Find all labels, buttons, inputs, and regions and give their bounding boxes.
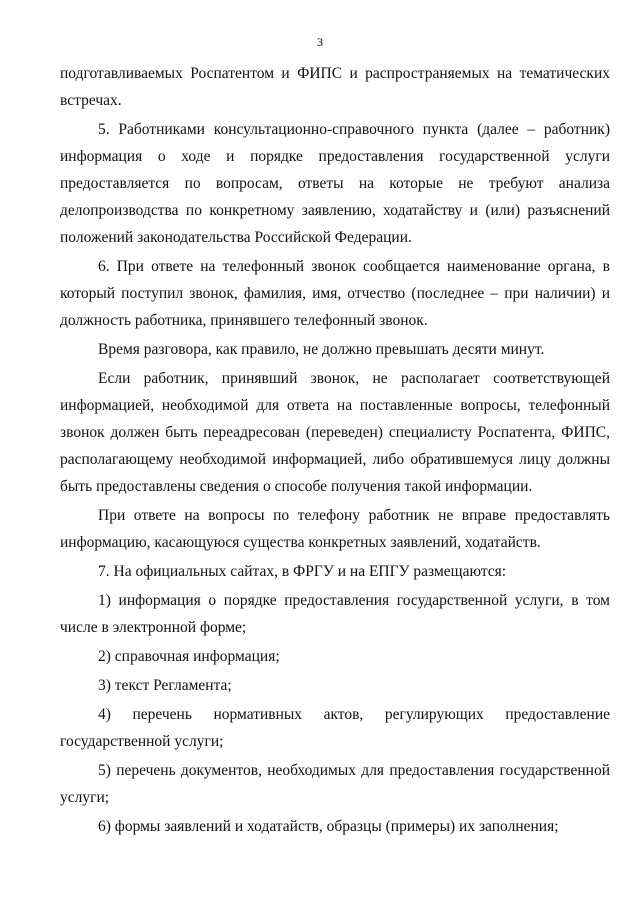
list-item-4: 4) перечень нормативных актов, регулирующих предоставление государственной услуги; (60, 706, 610, 750)
list-item-3: 3) текст Регламента; (98, 677, 232, 694)
paragraph-item-6: 6. При ответе на телефонный звонок сообщается наименование органа, в который поступил звонок, фамилия, имя, отчество (последнее – при наличии) и должность работника, принявшего телефонный звонок. (60, 258, 610, 329)
list-item-6: 6) формы заявлений и ходатайств, образцы (примеры) их заполнения; (98, 818, 559, 835)
paragraph-phone-restriction: При ответе на вопросы по телефону работник не вправе предоставлять информацию, касающуюся существа конкретных заявлений, ходатайств. (60, 507, 610, 551)
paragraph-item-5: 5. Работниками консультационно-справочного пункта (далее – работник) информация о ходе и порядке предоставления государственной услуги предоставляется по вопросам, ответы на которые не требуют анализа делопроизводства по конкретному заявлению, ходатайству и (или) разъяснений положений законодательства Российской Федерации. (60, 121, 610, 246)
page-number: 3 (317, 35, 323, 49)
document-body (60, 60, 610, 840)
list-item-1: 1) информация о порядке предоставления государственной услуги, в том числе в электронной форме; (60, 592, 610, 636)
paragraph-call-duration: Время разговора, как правило, не должно превышать десяти минут. (98, 341, 545, 358)
list-item-5: 5) перечень документов, необходимых для предоставления государственной услуги; (60, 762, 610, 806)
paragraph-item-7: 7. На официальных сайтах, в ФРГУ и на ЕПГУ размещаются: (98, 563, 507, 580)
list-item-2: 2) справочная информация; (98, 648, 280, 665)
paragraph-call-redirect: Если работник, принявший звонок, не располагает соответствующей информацией, необходимой для ответа на поставленные вопросы, телефонный звонок должен быть переадресован (переведен) специалисту Роспатента, ФИПС, располагающему необходимой информацией, либо обратившемуся лицу должны быть предоставлены сведения о способе получения такой информации. (60, 370, 610, 495)
paragraph-continuation: подготавливаемых Роспатентом и ФИПС и распространяемых на тематических встречах. (60, 65, 610, 109)
